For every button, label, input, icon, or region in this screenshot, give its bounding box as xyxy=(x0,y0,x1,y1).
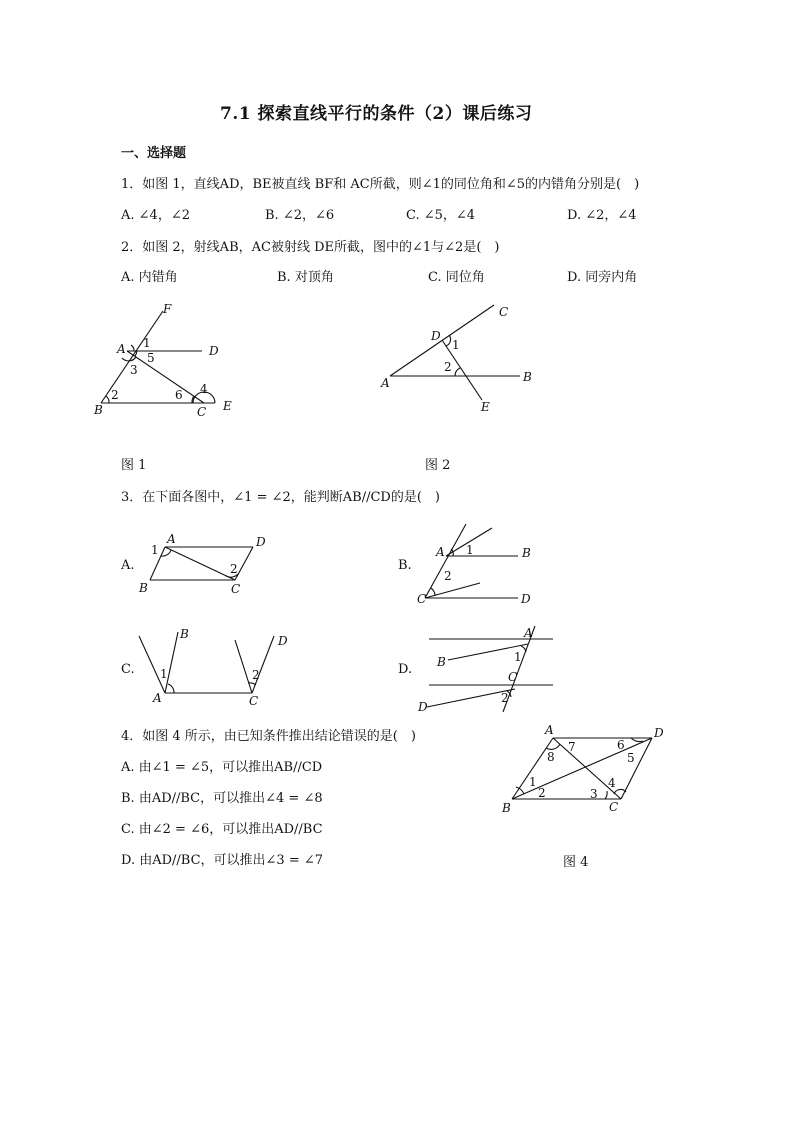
page-title: 7.1 探索直线平行的条件（2）课后练习 xyxy=(220,104,533,124)
figure-label-B: B xyxy=(139,581,148,595)
q4-option-a: A. 由∠1 = ∠5，可以推出AB//CD xyxy=(121,760,323,775)
figure-label-n4: 4 xyxy=(608,776,616,790)
q3-stem: 3．在下面各图中，∠1 = ∠2，能判断AB//CD的是( ) xyxy=(121,490,440,505)
figure-label-A: A xyxy=(167,532,176,546)
q3-option-a: A. xyxy=(121,558,135,573)
fig1-angle-6: 6 xyxy=(175,388,183,402)
figure-label-n2: 2 xyxy=(444,569,452,583)
figure-label-n2: 2 xyxy=(252,668,260,682)
figure-angle-arc xyxy=(605,791,607,799)
fig1-angle-4: 4 xyxy=(200,382,208,396)
q4-option-c: C. 由∠2 = ∠6，可以推出AD//BC xyxy=(121,822,323,837)
fig1-angle-3: 3 xyxy=(130,363,138,377)
fig1-label-F: F xyxy=(163,302,172,316)
fig4-caption: 图 4 xyxy=(563,855,589,870)
figure-label-B: B xyxy=(180,627,189,641)
q2-stem: 2．如图 2，射线AB，AC被射线 DE所截，图中的∠1与∠2是( ) xyxy=(121,240,500,255)
figure-label-B: B xyxy=(522,546,531,560)
fig2-label-B: B xyxy=(523,370,532,384)
figure-label-A: A xyxy=(545,723,554,737)
q2-option-c: C. 同位角 xyxy=(428,270,485,285)
fig1-angle-1: 1 xyxy=(143,336,151,350)
fig1-caption: 图 1 xyxy=(121,458,147,473)
fig1-label-E: E xyxy=(223,399,232,413)
q1-option-d: D. ∠2，∠4 xyxy=(567,208,637,223)
q4-option-b: B. 由AD//BC，可以推出∠4 = ∠8 xyxy=(121,791,323,806)
figure-label-B: B xyxy=(437,655,446,669)
q4-stem: 4．如图 4 所示，由已知条件推出结论错误的是( ) xyxy=(121,729,416,744)
figure-line xyxy=(621,738,652,799)
figure-label-D: D xyxy=(418,700,428,714)
figure-label-n2: 2 xyxy=(538,786,546,800)
q3-option-b: B. xyxy=(398,558,412,573)
figure-label-A: A xyxy=(524,626,533,640)
fig2-label-E: E xyxy=(481,400,490,414)
figure-label-n7: 7 xyxy=(568,740,576,754)
figure-label-C: C xyxy=(609,800,619,814)
figure-label-C: C xyxy=(417,592,427,606)
section-heading: 一、选择题 xyxy=(121,146,187,161)
figure-label-A: A xyxy=(436,545,445,559)
fig1-label-A: A xyxy=(117,342,126,356)
figure-label-C: C xyxy=(249,694,259,708)
q1-option-a: A. ∠4，∠2 xyxy=(121,208,190,223)
figure-label-C: C xyxy=(231,582,241,596)
fig2-angle-2: 2 xyxy=(444,360,452,374)
fig2-label-D: D xyxy=(431,329,441,343)
q1-option-b: B. ∠2，∠6 xyxy=(265,208,335,223)
fig1-angle-5: 5 xyxy=(147,351,155,365)
figure-label-n6: 6 xyxy=(617,738,625,752)
figure-label-D: D xyxy=(654,726,664,740)
figure-label-n2: 2 xyxy=(230,562,238,576)
q1-option-c: C. ∠5，∠4 xyxy=(406,208,476,223)
figure-label-n1: 1 xyxy=(151,543,159,557)
fig1-label-C: C xyxy=(197,405,207,419)
figure-label-n1: 1 xyxy=(514,650,522,664)
fig1-label-B: B xyxy=(94,403,103,417)
fig2-angle-1: 1 xyxy=(452,338,460,352)
q2-option-d: D. 同旁内角 xyxy=(567,270,638,285)
figure-label-n1: 1 xyxy=(466,543,474,557)
figure-label-A: A xyxy=(153,691,162,705)
figure-label-n3: 3 xyxy=(590,787,598,801)
figure-label-n2: 2 xyxy=(501,691,509,705)
q2-option-b: B. 对顶角 xyxy=(277,270,334,285)
figure-label-n5: 5 xyxy=(627,751,635,765)
figure-label-n1: 1 xyxy=(160,667,168,681)
q4-option-d: D. 由AD//BC，可以推出∠3 = ∠7 xyxy=(121,853,324,868)
fig1-label-D: D xyxy=(209,344,219,358)
figure-label-D: D xyxy=(278,634,288,648)
fig2-label-A: A xyxy=(381,376,390,390)
figure-label-D: D xyxy=(521,592,531,606)
figure-label-D: D xyxy=(256,535,266,549)
q2-option-a: A. 内错角 xyxy=(121,270,178,285)
figure-label-n1: 1 xyxy=(529,775,537,789)
figure-label-B: B xyxy=(502,801,511,815)
fig1-angle-2: 2 xyxy=(111,388,119,402)
q1-stem: 1．如图 1，直线AD，BE被直线 BF和 AC所截，则∠1的同位角和∠5的内错角分别是( ) xyxy=(121,177,640,192)
q3-option-c: C. xyxy=(121,662,135,677)
fig2-caption: 图 2 xyxy=(425,458,451,473)
figure-label-n8: 8 xyxy=(547,750,555,764)
q3-option-d: D. xyxy=(398,662,413,677)
fig2-label-C: C xyxy=(499,305,509,319)
figure-label-C: C xyxy=(508,670,518,684)
